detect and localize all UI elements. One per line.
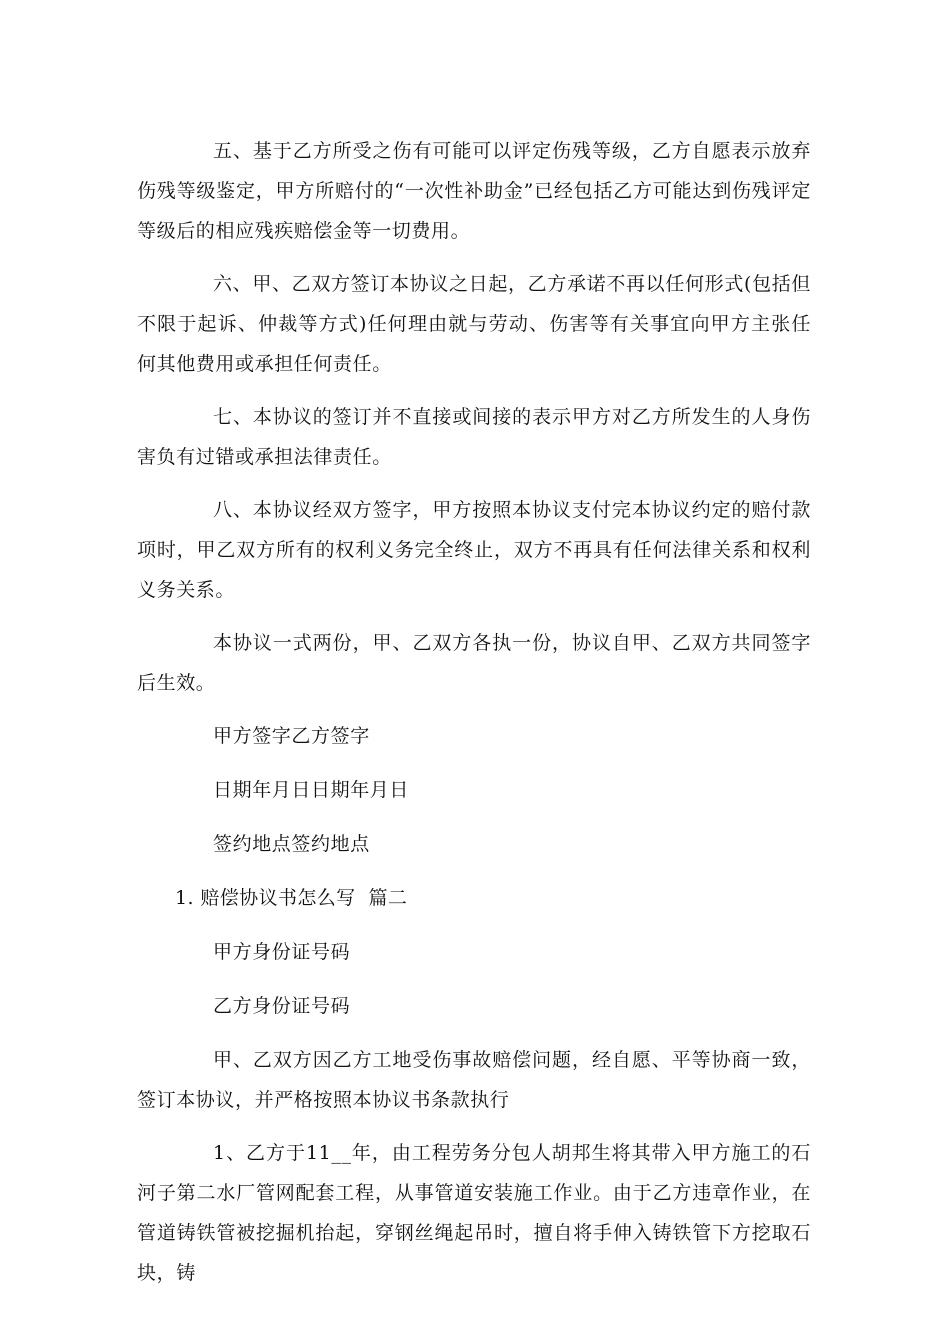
clause-five: 五、基于乙方所受之伤有可能可以评定伤残等级，乙方自愿表示放弃伤残等级鉴定，甲方所赔付的“一次性补助金”已经包括乙方可能达到伤残评定等级后的相应残疾赔偿金等一切费用。 <box>137 140 811 242</box>
date-line: 日期年月日日期年月日 <box>213 779 410 801</box>
clause-one: 1、乙方于11__年，由工程劳务分包人胡邦生将其带入甲方施工的石河子第二水厂管网配套工程，从事管道安装施工作业。由于乙方违章作业，在管道铸铁管被挖掘机抬起，穿钢丝绳起吊时，擅自将手伸入铸铁管下方挖取石块，铸 <box>137 1142 811 1284</box>
clause-seven: 七、本协议的签订并不直接或间接的表示甲方对乙方所发生的人身伤害负有过错或承担法律责任。 <box>137 406 811 468</box>
section-title: 1. 赔偿协议书怎么写 篇二 <box>175 887 408 909</box>
document-page <box>137 131 811 1306</box>
signature-line: 甲方签字乙方签字 <box>213 725 370 747</box>
agreement-intro: 甲、乙双方因乙方工地受伤事故赔偿问题，经自愿、平等协商一致，签订本协议，并严格按照本协议书条款执行 <box>137 1049 811 1111</box>
party-b-id-line: 乙方身份证号码 <box>213 995 351 1017</box>
copies-clause: 本协议一式两份，甲、乙双方各执一份，协议自甲、乙双方共同签字后生效。 <box>137 632 811 694</box>
clause-six: 六、甲、乙双方签订本协议之日起，乙方承诺不再以任何形式(包括但不限于起诉、仲裁等方式)任何理由就与劳动、伤害等有关事宜向甲方主张任何其他费用或承担任何责任。 <box>137 273 811 375</box>
location-line: 签约地点签约地点 <box>213 833 370 855</box>
clause-eight: 八、本协议经双方签字，甲方按照本协议支付完本协议约定的赔付款项时，甲乙双方所有的权利义务完全终止，双方不再具有任何法律关系和权利义务关系。 <box>137 499 811 601</box>
party-a-id-line: 甲方身份证号码 <box>213 941 351 963</box>
